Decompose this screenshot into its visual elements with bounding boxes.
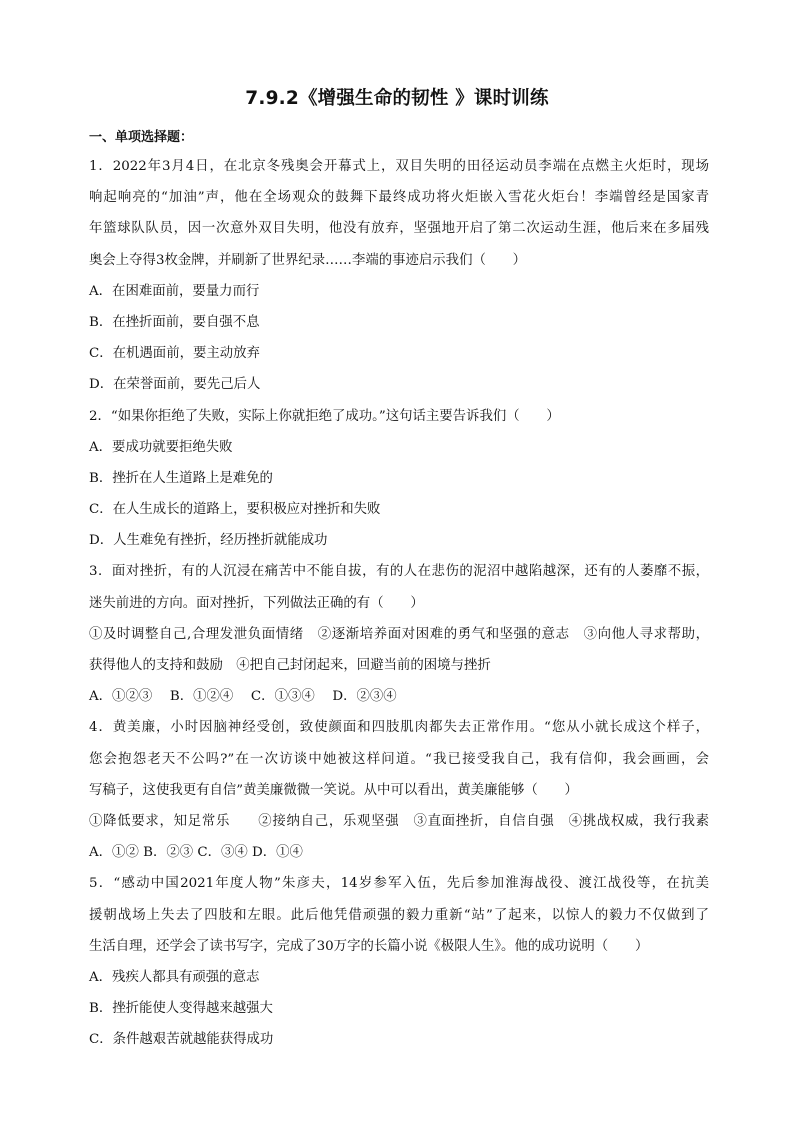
option-b: B．挫折在人生道路上是难免的	[89, 470, 273, 486]
question-stem-line: 响起响亮的“加油”声，他在全场观众的鼓舞下最终成功将火炬嵌入雪花火炬台！李端曾经是国家青	[89, 190, 709, 206]
option-d: D．在荣誉面前，要先己后人	[89, 377, 261, 393]
question-2	[89, 401, 709, 557]
question-stem-line: 援朝战场上失去了四肢和左眼。此后他凭借顽强的毅力重新“站”了起来，以惊人的毅力不仅做到了	[89, 907, 709, 923]
option-d: D．人生难免有挫折，经历挫折就能成功	[89, 533, 328, 549]
question-stem-line: 生活自理，还学会了读书写字，完成了30万字的长篇小说《极限人生》。他的成功说明（ ）	[89, 938, 649, 954]
question-stem-line: 1．2022年3月4日，在北京冬残奥会开幕式上，双目失明的田径运动员李端在点燃主火炬时，现场	[89, 159, 709, 174]
option-c: C．在机遇面前，要主动放弃	[89, 346, 260, 362]
statement-line: 获得他人的支持和鼓励 ④把自己封闭起来，回避当前的困境与挫折	[89, 658, 491, 673]
question-list	[89, 151, 709, 1055]
answer-options: A．①②③ B．①②④ C．①③④ D．②③④	[89, 689, 397, 705]
question-stem-line: 5．“感动中国2021年度人物”朱彦夫，14岁参军入伍，先后参加淮海战役、渡江战役等，在抗美	[89, 876, 709, 892]
option-a: A．要成功就要拒绝失败	[89, 439, 233, 455]
question-stem-line: 3．面对挫折，有的人沉浸在痛苦中不能自拔，有的人在悲伤的泥沼中越陷越深，还有的人萎靡不振，	[89, 564, 709, 580]
option-c: C．条件越艰苦就越能获得成功	[89, 1032, 274, 1048]
statement-line: ①及时调整自己,合理发泄负面情绪 ②逐渐培养面对困难的勇气和坚强的意志 ③向他人寻求帮助，	[89, 626, 709, 642]
question-stem-line: 年篮球队队员，因一次意外双目失明，他没有放弃，坚强地开启了第二次运动生涯，他后来在多届残	[89, 221, 709, 237]
option-a: A．在困难面前，要量力而行	[89, 283, 260, 299]
section-heading: 一、单项选择题：	[89, 130, 194, 145]
question-stem-line: 2．“如果你拒绝了失败，实际上你就拒绝了成功。”这句话主要告诉我们（ ）	[89, 408, 560, 424]
question-5	[89, 868, 709, 1055]
document-title: 7.9.2《增强生命的韧性 》课时训练	[245, 88, 549, 109]
question-4	[89, 712, 709, 868]
option-a: A．残疾人都具有顽强的意志	[89, 969, 260, 985]
question-3	[89, 556, 709, 712]
question-stem-line: 您会抱怨老天不公吗?”在一次访谈中她被这样问道。“我已接受我自己，我有信仰，我会画画，会	[89, 751, 709, 767]
statement-line: ①降低要求，知足常乐 ②接纳自己，乐观坚强 ③直面挫折，自信自强 ④挑战权威，我行我素	[89, 813, 709, 829]
question-stem-line: 写稿子，这使我更有自信”黄美廉微微一笑说。从中可以看出，黄美廉能够（ ）	[89, 782, 578, 798]
question-stem-line: 奥会上夺得3枚金牌，并刷新了世界纪录……李端的事迹启示我们（ ）	[89, 252, 527, 268]
question-1	[89, 151, 709, 401]
option-c: C．在人生成长的道路上，要积极应对挫折和失败	[89, 502, 381, 518]
question-stem-line: 迷失前进的方向。面对挫折，下列做法正确的有（ ）	[89, 595, 424, 611]
option-b: B．挫折能使人变得越来越强大	[89, 1001, 273, 1017]
question-stem-line: 4．黄美廉，小时因脑神经受创，致使颜面和四肢肌肉都失去正常作用。“您从小就长成这个样子，	[89, 720, 709, 736]
answer-options: A．①② B．②③ C．③④ D．①④	[89, 845, 303, 861]
option-b: B．在挫折面前，要自强不息	[89, 314, 260, 330]
